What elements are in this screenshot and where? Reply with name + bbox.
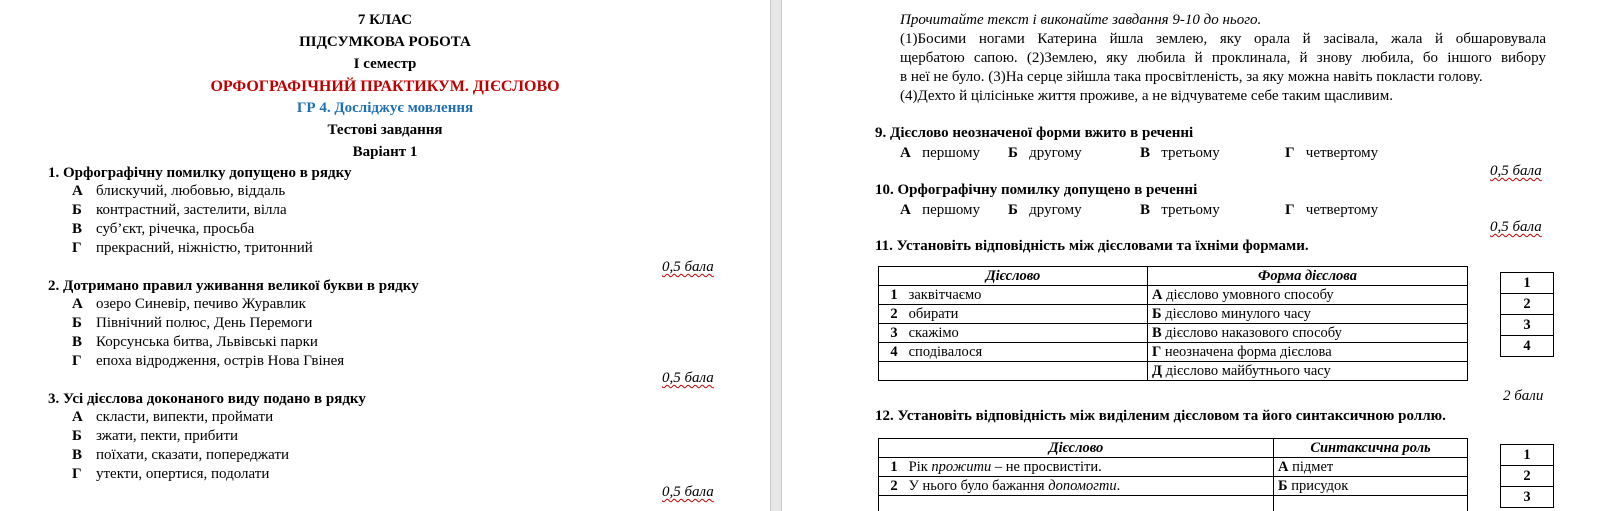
reading-line-1: (1)Босими ногами Катерина йшла землею, яку орала й засівала, жала й обшаровувала (900, 31, 1546, 47)
question-3-points: 0,5 бала (662, 484, 714, 500)
question-12-title: 12. Установіть відповідність між виділеним дієсловом та його синтаксичною роллю. (875, 408, 1446, 424)
question-2-title: 2. Дотримано правил уживання великої букви в рядку (48, 278, 419, 294)
question-1-option-b: Б контрастний, застелити, вілла (72, 202, 287, 218)
question-9-option-c: В третьому (1140, 145, 1220, 161)
table-row: 2 обирати Б дієслово минулого часу (879, 305, 1468, 324)
table-row: 1 Рік прожити – не просвистіти. А підмет (879, 458, 1468, 477)
reading-line-4: (4)Дехто й цілісіньке життя проживе, а не відчуватеме себе таким щасливим. (900, 88, 1393, 104)
question-10-title: 10. Орфографічну помилку допущено в реченні (875, 182, 1198, 198)
reading-line-2: щербатою сапою. (2)Землею, яку любила й проклинала, й знову любила, бо іншого вибору (900, 50, 1546, 66)
answer-cell-number: 2 (1501, 294, 1554, 315)
question-3-option-c: В поїхати, сказати, попереджати (72, 447, 290, 463)
right-page (782, 0, 1597, 511)
question-9-option-b: Б другому (1008, 145, 1082, 161)
question-2-option-a: А озеро Синевір, печиво Журавлик (72, 296, 306, 312)
table-row: 1 заквітчаємо А дієслово умовного способу (879, 286, 1468, 305)
table-row: 2 У нього було бажання допомогти. Б присудок (879, 477, 1468, 496)
question-3-option-b: Б зжати, пекти, прибити (72, 428, 239, 444)
reading-instruction: Прочитайте текст і виконайте завдання 9-10 до нього. (900, 12, 1262, 28)
question-1-option-c: В суб’єкт, річечка, просьба (72, 221, 255, 237)
table-row: 4 сподівалося Г неозначена форма дієслова (879, 343, 1468, 362)
question-11-table (878, 266, 1468, 381)
question-11-answer-grid (1500, 272, 1554, 357)
page-gutter (770, 0, 782, 511)
answer-cell-number: 3 (1501, 487, 1554, 508)
semester-title: І семестр (353, 56, 417, 72)
table-row: Д дієслово майбутнього часу (879, 362, 1468, 381)
question-2-points: 0,5 бала (662, 370, 714, 386)
answer-cell-number: 3 (1501, 315, 1554, 336)
question-3-option-a: А скласти, випекти, проймати (72, 409, 274, 425)
question-1-option-a: А блискучий, любовью, віддаль (72, 183, 286, 199)
question-12-answer-grid (1500, 444, 1554, 508)
question-1-points: 0,5 бала (662, 259, 714, 275)
question-9-points: 0,5 бала (1490, 163, 1542, 179)
q11-header-verb: Дієслово (879, 267, 1148, 286)
question-2-option-b: Б Північний полюс, День Перемоги (72, 315, 313, 331)
q12-header-verb: Дієслово (879, 439, 1274, 458)
question-1-title: 1. Орфографічну помилку допущено в рядку (48, 165, 352, 181)
group-title: ГР 4. Досліджує мовлення (296, 100, 474, 116)
grade-title: 7 КЛАС (357, 12, 413, 28)
left-page (0, 0, 770, 511)
q12-header-role: Синтаксична роль (1274, 439, 1468, 458)
question-2-option-d: Г епоха відродження, острів Нова Гвінея (72, 353, 345, 369)
answer-cell-number: 4 (1501, 336, 1554, 357)
variant-title: Варіант 1 (352, 144, 418, 160)
question-9-option-d: Г четвертому (1285, 145, 1379, 161)
answer-cell-number: 1 (1501, 445, 1554, 466)
question-12-table (878, 438, 1468, 511)
question-11-title: 11. Установіть відповідність між дієсловами та їхніми формами. (875, 238, 1309, 254)
question-3-title: 3. Усі дієслова доконаного виду подано в рядку (48, 391, 366, 407)
question-9-option-a: А першому (900, 145, 981, 161)
question-10-option-c: В третьому (1140, 202, 1220, 218)
work-title: ПІДСУМКОВА РОБОТА (299, 34, 471, 50)
q11-header-form: Форма дієслова (1148, 267, 1468, 286)
question-9-title: 9. Дієслово неозначеної форми вжито в реченні (875, 125, 1194, 141)
answer-cell-number: 1 (1501, 273, 1554, 294)
answer-cell-number: 2 (1501, 466, 1554, 487)
reading-line-3: в неї не було. (3)На серце зійшла така просвітленість, за яку можна навіть покласти голову. (900, 69, 1483, 85)
topic-title: ОРФОГРАФІЧНИЙ ПРАКТИКУМ. ДІЄСЛОВО (210, 78, 560, 95)
question-10-option-b: Б другому (1008, 202, 1082, 218)
question-3-option-d: Г утекти, опертися, подолати (72, 466, 270, 482)
question-2-option-c: В Корсунська битва, Львівські парки (72, 334, 318, 350)
question-11-points: 2 бали (1503, 388, 1544, 404)
tasks-title: Тестові завдання (327, 122, 443, 138)
question-10-option-a: А першому (900, 202, 981, 218)
table-row: 3 скажімо В дієслово наказового способу (879, 324, 1468, 343)
question-10-points: 0,5 бала (1490, 219, 1542, 235)
question-1-option-d: Г прекрасний, ніжністю, тритонний (72, 240, 313, 256)
question-10-option-d: Г четвертому (1285, 202, 1379, 218)
